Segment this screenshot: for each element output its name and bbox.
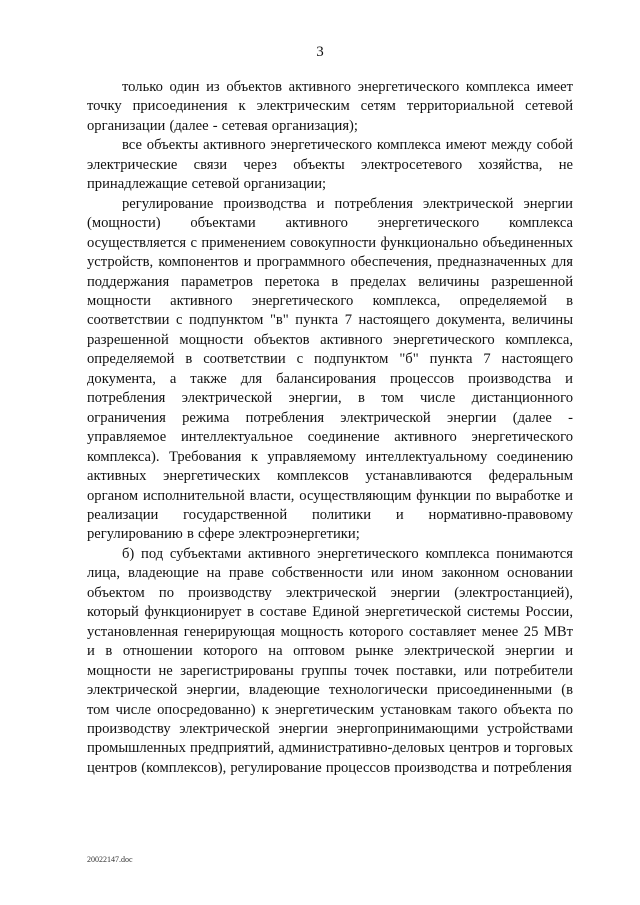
page-number: 3 (316, 44, 324, 60)
document-body (87, 78, 573, 778)
paragraph-single-connection-point: только один из объектов активного энергетического комплекса имеет точку присоединения к электрическим сетям территориальной сетевой организации (далее - сетевая организация); (87, 79, 573, 134)
paragraph-subjects-definition: б) под субъектами активного энергетического комплекса понимаются лица, владеющие на праве собственности или ином законном основании объектом по производству электрической энергии (электростанцией), который функционирует в составе Единой энергетической системы России, установленная генерирующая мощность которого составляет менее 25 МВт и в отношении которого на оптовом рынке электрической энергии и мощности не зарегистрированы группы точек поставки, или потребители электрической энергии, владеющие технологически присоединенными (в том числе опосредованно) к энергетическим установкам такого объекта по производству электрической энергии энергопринимающими устройствами промышленных предприятий, административно-деловых центров и торговых центров (комплексов), регулирование процессов производства и потребления (87, 545, 573, 776)
footer-document-id: 20022147.doc (87, 855, 133, 864)
paragraph-electrical-links: все объекты активного энергетического комплекса имеют между собой электрические связи через объекты электросетевого хозяйства, не принадлежащие сетевой организации; (87, 137, 573, 193)
paragraph-regulation-intelligent-connection: регулирование производства и потребления электрической энергии (мощности) объектами активного энергетического комплекса осуществляется с применением совокупности функционально объединенных устройств, компонентов и программного обеспечения, предназначенных для поддержания параметров перетока в пределах величины разрешенной мощности активного энергетического комплекса, определяемой в соответствии с подпунктом "в" пункта 7 настоящего документа, величины разрешенной мощности объектов активного энергетического комплекса, определяемой в соответствии с подпунктом "б" пункта 7 настоящего документа, а также для балансирования процессов производства и потребления электрической энергии, в том числе дистанционного ограничения режима потребления электрической энергии (далее - управляемое интеллектуальное соединение активного энергетического комплекса). Требования к управляемому интеллектуальному соединению активных энергетических комплексов устанавливаются федеральным органом исполнительной власти, осуществляющим функции по выработке и реализации государственной политики и нормативно-правовому регулированию в сфере электроэнергетики; (87, 195, 573, 543)
